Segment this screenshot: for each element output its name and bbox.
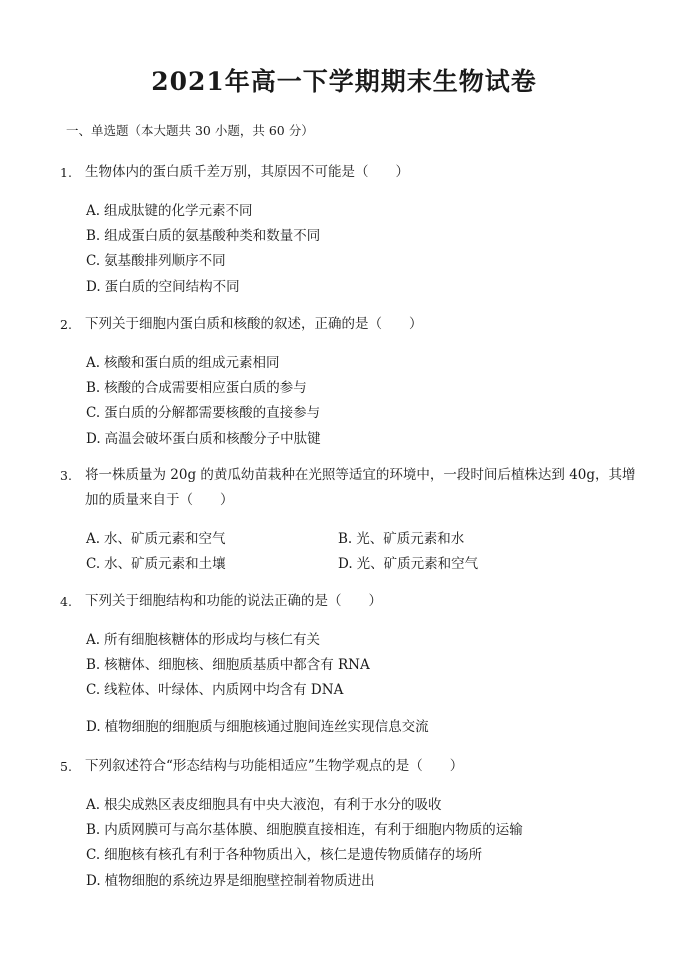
option-list [60,199,640,300]
option-list [60,527,640,577]
question-2 [60,312,640,452]
option-a[interactable] [86,527,338,552]
option-d[interactable] [86,715,640,740]
option-label: B. [86,380,101,397]
option-d[interactable] [86,275,640,300]
option-label: B. [86,657,101,674]
option-a[interactable] [86,628,640,653]
question-5 [60,754,640,894]
option-text: 核酸和蛋白质的组成元素相同 [104,355,280,371]
option-label: A. [86,203,101,219]
question-number: 1. [60,165,72,180]
option-label: C. [86,253,101,270]
option-d[interactable] [86,869,640,894]
section-heading: 一、单选题（本大题共 30 小题，共 60 分） [66,123,314,138]
question-number: 2. [60,317,72,332]
option-b[interactable] [338,527,590,552]
option-c[interactable] [86,401,640,426]
question-number: 4. [60,594,72,609]
option-text: 植物细胞的系统边界是细胞壁控制着物质进出 [104,872,375,889]
option-text: 所有细胞核糖体的形成均与核仁有关 [104,632,321,648]
option-c[interactable] [86,843,640,868]
option-label: C. [86,556,101,573]
option-text: 根尖成熟区表皮细胞具有中央大液泡，有利于水分的吸收 [104,797,442,813]
option-b[interactable] [86,818,640,843]
option-text: 蛋白质的分解都需要核酸的直接参与 [104,405,321,422]
question-text: 下列叙述符合“形态结构与功能相适应”生物学观点的是（ ） [85,758,464,774]
option-b[interactable] [86,224,640,249]
option-label: A. [86,797,101,813]
option-label: D. [86,718,101,735]
question-stem [60,463,640,513]
option-a[interactable] [86,199,640,224]
option-label: A. [86,632,101,648]
option-label: D. [86,278,101,295]
option-label: B. [86,822,101,839]
question-text: 将一株质量为 20g 的黄瓜幼苗栽种在光照等适宜的环境中，一段时间后植株达到 40g，其增加的质量来自于（ ） [85,467,636,508]
option-d[interactable] [86,427,640,452]
option-text: 水、矿质元素和土壤 [104,556,226,573]
option-label: D. [86,430,101,447]
option-list [60,793,640,894]
question-stem [60,160,640,185]
option-list [60,628,640,740]
question-text: 下列关于细胞结构和功能的说法正确的是（ ） [85,593,382,609]
option-text: 组成蛋白质的氨基酸种类和数量不同 [104,228,321,245]
option-text: 组成肽键的化学元素不同 [104,203,253,219]
option-c[interactable] [86,552,338,577]
option-label: D. [86,872,101,889]
option-text: 核酸的合成需要相应蛋白质的参与 [104,380,307,397]
option-label: B. [338,531,353,547]
option-c[interactable] [86,678,640,703]
option-text: 线粒体、叶绿体、内质网中均含有 DNA [104,682,344,699]
option-text: 水、矿质元素和空气 [104,531,226,547]
option-b[interactable] [86,376,640,401]
option-a[interactable] [86,793,640,818]
option-a[interactable] [86,351,640,376]
option-text: 高温会破坏蛋白质和核酸分子中肽键 [104,430,321,447]
question-text: 生物体内的蛋白质千差万别，其原因不可能是（ ） [85,164,409,180]
option-label: C. [86,405,101,422]
option-label: B. [86,228,101,245]
question-stem [60,589,640,614]
question-text: 下列关于细胞内蛋白质和核酸的叙述，正确的是（ ） [85,316,423,332]
option-label: D. [338,556,353,573]
question-4 [60,589,640,740]
option-text: 植物细胞的细胞质与细胞核通过胞间连丝实现信息交流 [104,718,429,735]
option-label: C. [86,847,101,864]
option-text: 光、矿质元素和空气 [356,556,479,573]
question-1 [60,160,640,300]
question-number: 5. [60,759,72,774]
option-b[interactable] [86,653,640,678]
option-text: 核糖体、细胞核、细胞质基质中都含有 RNA [104,657,370,674]
question-3 [60,463,640,577]
option-c[interactable] [86,249,640,274]
option-d[interactable] [338,552,590,577]
option-label: A. [86,355,101,371]
option-label: A. [86,531,101,547]
option-text: 蛋白质的空间结构不同 [104,278,240,295]
option-text: 光、矿质元素和水 [356,531,465,547]
option-label: C. [86,682,101,699]
page-title: 2021年高一下学期期末生物试卷 [151,67,537,96]
question-number: 3. [60,468,72,483]
option-text: 氨基酸排列顺序不同 [104,253,226,270]
question-stem [60,754,640,779]
option-list [60,351,640,452]
option-text: 内质网膜可与高尔基体膜、细胞膜直接相连，有利于细胞内物质的运输 [104,822,523,839]
question-stem [60,312,640,337]
option-text: 细胞核有核孔有利于各种物质出入，核仁是遗传物质储存的场所 [104,847,483,864]
